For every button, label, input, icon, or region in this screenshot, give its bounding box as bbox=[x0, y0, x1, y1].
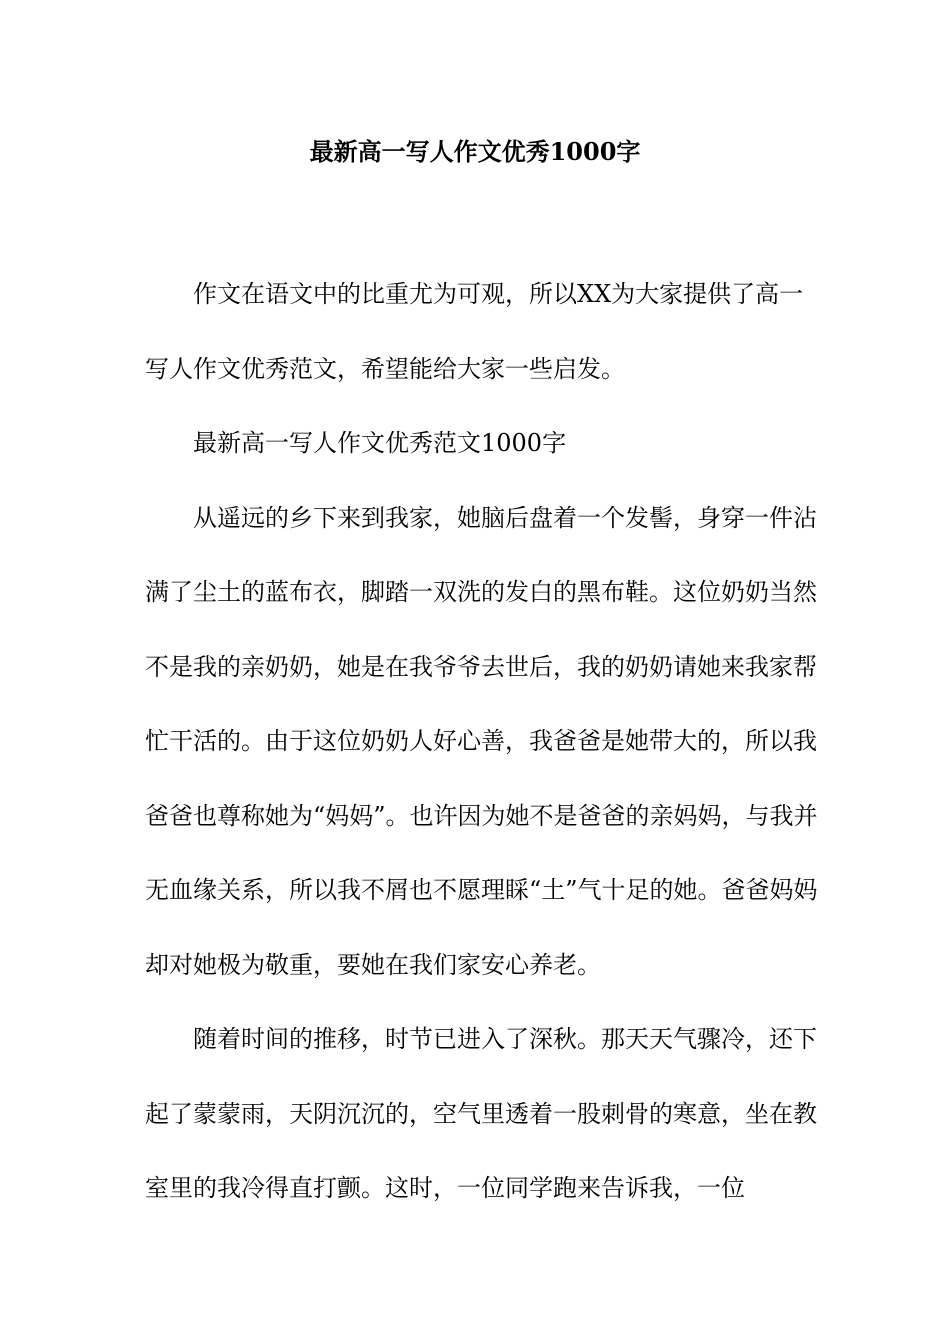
paragraph-intro: 作文在语文中的比重尤为可观，所以XX为大家提供了高一写人作文优秀范文，希望能给大家一些启发。 bbox=[145, 280, 804, 383]
paragraph-subtitle: 最新高一写人作文优秀范文1000字 bbox=[193, 429, 567, 457]
paragraph-late-autumn: 随着时间的推移，时节已进入了深秋。那天天气骤冷，还下起了蒙蒙雨，天阴沉沉的，空气里透着一股刺骨的寒意，坐在教室里的我冷得直打颤。这时，一位同学跑来告诉我，一位 bbox=[145, 1025, 817, 1202]
paragraph-grandma-arrival: 从遥远的乡下来到我家，她脑后盘着一个发髻，身穿一件沾满了尘土的蓝布衣，脚踏一双洗的发白的黑布鞋。这位奶奶当然不是我的亲奶奶，她是在我爷爷去世后，我的奶奶请她来我家帮忙干活的。由于这位奶奶人好心善，我爸爸是她带大的，所以我爸爸也尊称她为“妈妈”。也许因为她不是爸爸的亲妈妈，与我并无血缘关系，所以我不屑也不愿理睬“土”气十足的她。爸爸妈妈却对她极为敬重，要她在我们家安心养老。 bbox=[145, 503, 818, 979]
document-body bbox=[145, 257, 821, 1226]
document-title: 最新高一写人作文优秀1000字 bbox=[309, 137, 641, 166]
